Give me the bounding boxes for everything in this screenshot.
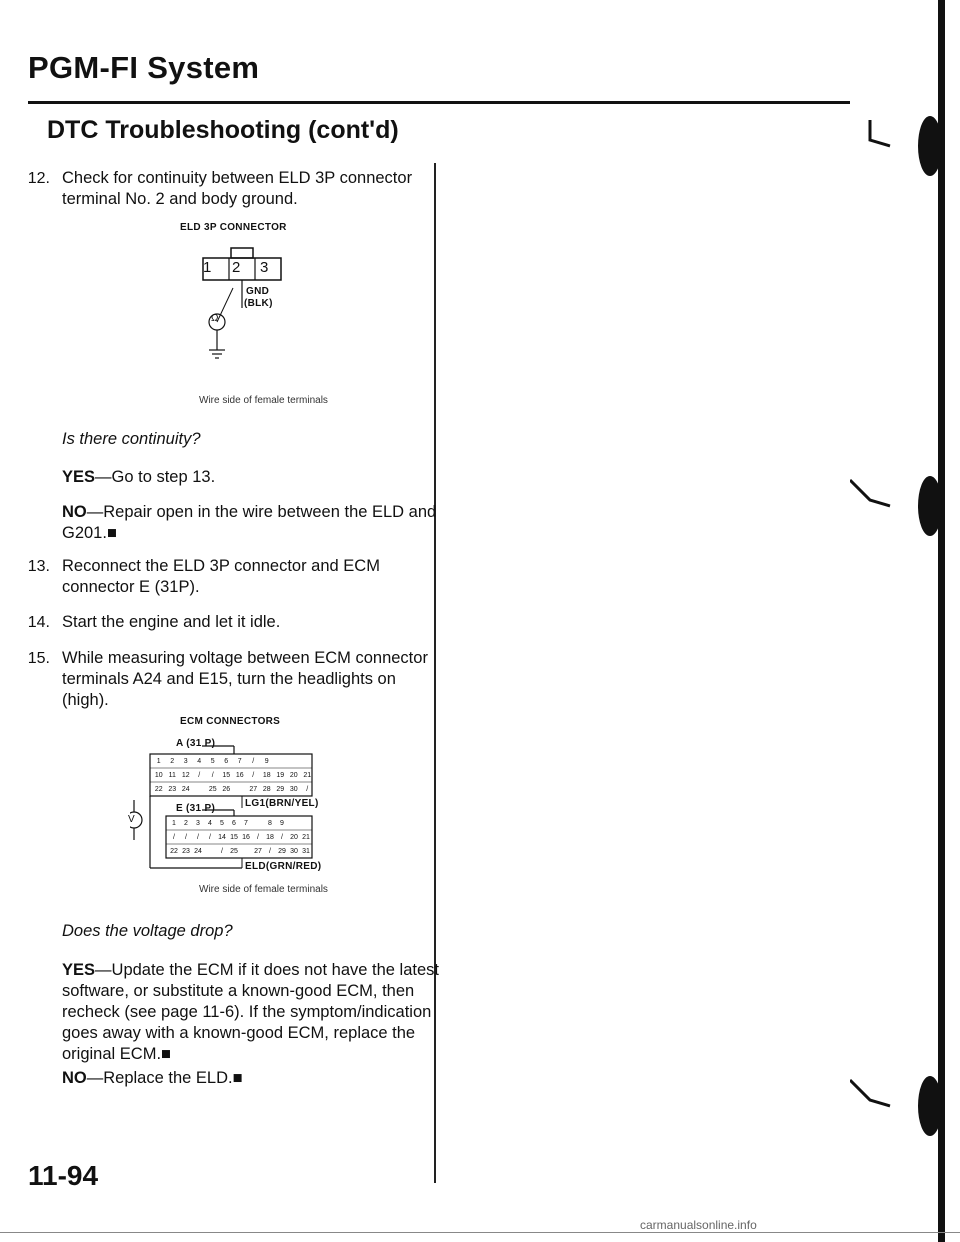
connector-pin: 18 xyxy=(262,772,271,779)
connector-pin: 3 xyxy=(183,758,188,765)
eld-pin-2: 2 xyxy=(232,259,241,276)
connector-pin: / xyxy=(198,772,201,779)
connector-pin: 7 xyxy=(244,820,248,827)
connector-pin: 4 xyxy=(208,820,212,827)
connector-pin-row xyxy=(168,817,314,831)
watermark-text: carmanualsonline.info xyxy=(640,1218,757,1232)
connector-pin: 4 xyxy=(197,758,202,765)
connector-pin: 16 xyxy=(242,834,250,841)
connector-pin: 21 xyxy=(302,834,310,841)
connector-pin-row xyxy=(152,783,314,797)
connector-pin: 23 xyxy=(182,848,190,855)
step-13-text: Reconnect the ELD 3P connector and ECM connector E (31P). xyxy=(62,557,380,596)
connector-pin: 24 xyxy=(181,786,190,793)
connector-pin: 25 xyxy=(230,848,238,855)
ecm-diagram-caption: Wire side of female terminals xyxy=(199,884,328,895)
connector-pin: 20 xyxy=(289,772,298,779)
connector-pin: 6 xyxy=(224,758,229,765)
connector-pin: / xyxy=(211,772,214,779)
connector-pin: 27 xyxy=(249,786,258,793)
binding-marks xyxy=(850,80,960,1180)
eld-connector-title: ELD 3P CONNECTOR xyxy=(180,222,287,233)
connector-pin: / xyxy=(281,834,283,841)
conn-e-pins xyxy=(168,817,314,859)
connector-pin: / xyxy=(221,848,223,855)
conn-a-label: A (31 P) xyxy=(176,738,216,749)
conn-e-label: E (31 P) xyxy=(176,803,216,814)
gnd-wire-color: (BLK) xyxy=(244,298,273,309)
eld-pin-1: 1 xyxy=(203,259,212,276)
connector-pin: 10 xyxy=(154,772,163,779)
connector-pin: 7 xyxy=(237,758,242,765)
eld-pin-3: 3 xyxy=(260,259,269,276)
connector-pin-row xyxy=(168,831,314,845)
connector-pin: 9 xyxy=(280,820,284,827)
step-12-number: 12. xyxy=(27,170,50,187)
connector-pin: 31 xyxy=(302,848,310,855)
connector-pin: / xyxy=(257,834,259,841)
connector-pin: / xyxy=(185,834,187,841)
connector-pin: 6 xyxy=(232,820,236,827)
connector-pin: 18 xyxy=(266,834,274,841)
connector-pin: 25 xyxy=(208,786,217,793)
ecm-connectors-title: ECM CONNECTORS xyxy=(180,716,281,727)
connector-pin: 1 xyxy=(156,758,161,765)
step-12-no: NO—Repair open in the wire between the ELD and G201.■ xyxy=(62,503,437,542)
step-12-question: Is there continuity? xyxy=(62,430,201,448)
connector-pin: 15 xyxy=(222,772,231,779)
connector-pin: / xyxy=(269,848,271,855)
eld-connector-diagram xyxy=(195,240,315,380)
connector-pin: 24 xyxy=(194,848,202,855)
connector-pin: / xyxy=(209,834,211,841)
bottom-rule xyxy=(0,1232,960,1233)
connector-pin-row xyxy=(168,845,314,859)
section-title: PGM-FI System xyxy=(28,50,260,85)
connector-pin: 28 xyxy=(262,786,271,793)
connector-pin: 19 xyxy=(276,772,285,779)
connector-pin: / xyxy=(173,834,175,841)
connector-pin: 30 xyxy=(289,786,298,793)
connector-pin: 3 xyxy=(196,820,200,827)
step-14-text: Start the engine and let it idle. xyxy=(62,613,281,631)
connector-pin: / xyxy=(252,758,255,765)
step-12-yes: YES—Go to step 13. xyxy=(62,468,216,486)
connector-pin: 27 xyxy=(254,848,262,855)
connector-pin: / xyxy=(306,786,309,793)
connector-pin-row xyxy=(152,755,314,769)
connector-pin: 2 xyxy=(170,758,175,765)
connector-pin: 12 xyxy=(181,772,190,779)
gnd-label: GND xyxy=(246,286,270,297)
connector-pin-row xyxy=(152,769,314,783)
step-15-no: NO—Replace the ELD.■ xyxy=(62,1069,243,1087)
step-14-number: 14. xyxy=(27,614,50,631)
connector-pin: 1 xyxy=(172,820,176,827)
eld-diagram-caption: Wire side of female terminals xyxy=(199,395,328,406)
connector-pin: 5 xyxy=(210,758,215,765)
connector-pin: 26 xyxy=(222,786,231,793)
ohmmeter-icon: Ω xyxy=(211,313,219,324)
connector-pin: 29 xyxy=(276,786,285,793)
connector-pin: 11 xyxy=(168,772,176,779)
connector-pin: 22 xyxy=(154,786,163,793)
step-15-text: While measuring voltage between ECM connector terminals A24 and E15, turn the headlights on (high). xyxy=(62,649,428,709)
connector-pin: 2 xyxy=(184,820,188,827)
connector-pin: 8 xyxy=(268,820,272,827)
step-15-number: 15. xyxy=(27,650,50,667)
conn-a-wire-label: LG1(BRN/YEL) xyxy=(245,798,319,809)
connector-pin: / xyxy=(197,834,199,841)
page-subtitle: DTC Troubleshooting (cont'd) xyxy=(47,116,399,144)
connector-pin: 20 xyxy=(290,834,298,841)
connector-pin: 29 xyxy=(278,848,286,855)
step-15-question: Does the voltage drop? xyxy=(62,922,233,940)
connector-pin: 21 xyxy=(303,772,312,779)
conn-e-wire-label: ELD(GRN/RED) xyxy=(245,861,322,872)
step-13-number: 13. xyxy=(27,558,50,575)
connector-pin: 9 xyxy=(264,758,269,765)
connector-pin: / xyxy=(252,772,255,779)
connector-pin: 15 xyxy=(230,834,238,841)
connector-pin: 30 xyxy=(290,848,298,855)
connector-pin: 22 xyxy=(170,848,178,855)
conn-a-pins xyxy=(152,755,314,797)
connector-pin: 16 xyxy=(235,772,244,779)
connector-pin: 14 xyxy=(218,834,226,841)
step-15-yes: YES—Update the ECM if it does not have the latest software, or substitute a known-good ECM, then recheck (see page 11-6). If the symptom/indication goes away with a known-good ECM, replace the original ECM.■ xyxy=(62,961,439,1063)
header-rule xyxy=(28,101,850,104)
connector-pin: 23 xyxy=(168,786,177,793)
page-number: 11-94 xyxy=(28,1160,99,1191)
step-12-text: Check for continuity between ELD 3P connector terminal No. 2 and body ground. xyxy=(62,169,413,208)
voltmeter-icon: V xyxy=(128,814,135,825)
connector-pin: 5 xyxy=(220,820,224,827)
